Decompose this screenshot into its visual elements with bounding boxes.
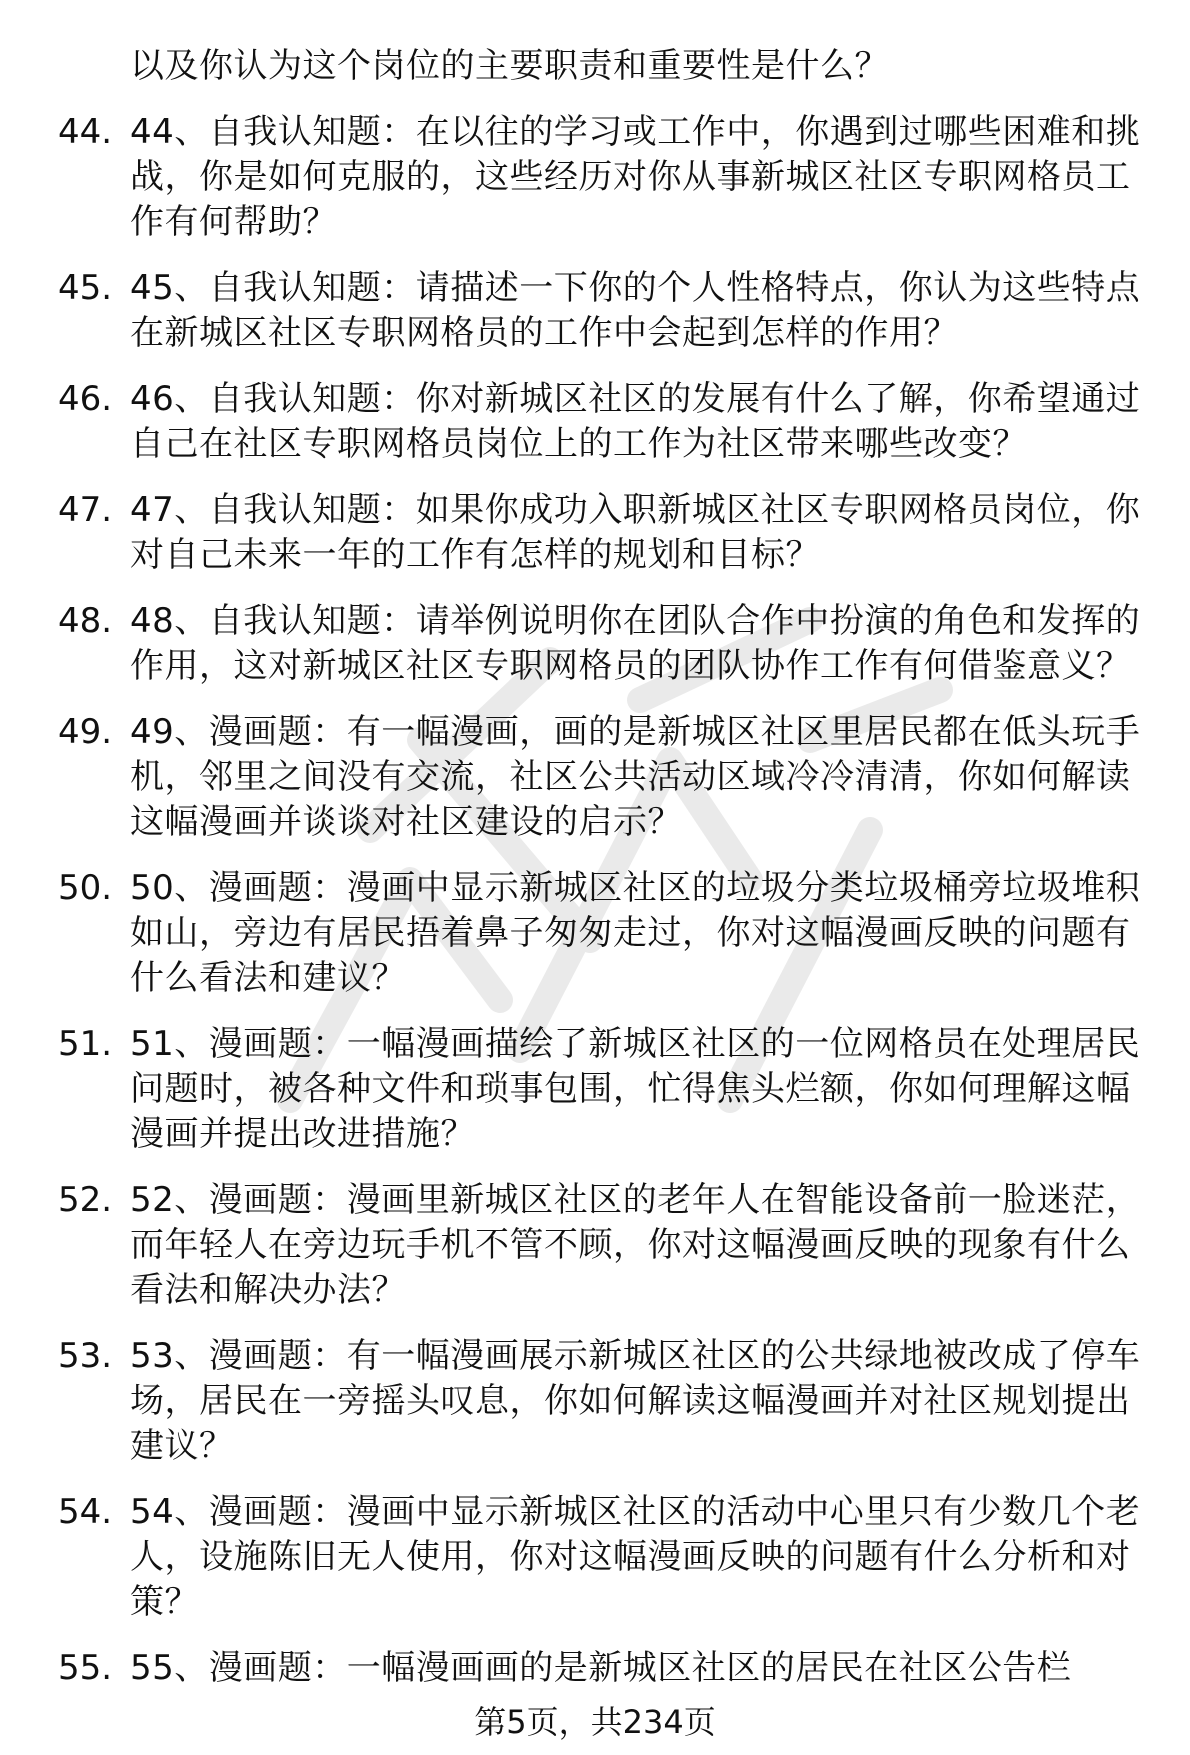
question-text: 54、漫画题：漫画中显示新城区社区的活动中心里只有少数几个老人，设施陈旧无人使用，你对这幅漫画反映的问题有什么分析和对策？	[130, 1492, 1141, 1622]
question-item	[58, 710, 1158, 845]
question-number: 46.	[58, 379, 113, 419]
question-item	[58, 1490, 1158, 1625]
question-item	[58, 1022, 1158, 1157]
question-text: 50、漫画题：漫画中显示新城区社区的垃圾分类垃圾桶旁垃圾堆积如山，旁边有居民捂着鼻子匆匆走过，你对这幅漫画反映的问题有什么看法和建议？	[130, 868, 1141, 998]
question-item	[58, 377, 1158, 467]
question-text: 44、自我认知题：在以往的学习或工作中，你遇到过哪些困难和挑战，你是如何克服的，这些经历对你从事新城区社区专职网格员工作有何帮助？	[130, 112, 1141, 242]
question-number: 48.	[58, 601, 113, 641]
question-list	[58, 110, 1158, 1691]
question-text: 53、漫画题：有一幅漫画展示新城区社区的公共绿地被改成了停车场，居民在一旁摇头叹息，你如何解读这幅漫画并对社区规划提出建议？	[130, 1336, 1141, 1466]
question-item	[58, 110, 1158, 245]
question-item	[58, 866, 1158, 1001]
question-text: 48、自我认知题：请举例说明你在团队合作中扮演的角色和发挥的作用，这对新城区社区专职网格员的团队协作工作有何借鉴意义？	[130, 601, 1141, 686]
question-number: 54.	[58, 1492, 113, 1532]
question-text: 52、漫画题：漫画里新城区社区的老年人在智能设备前一脸迷茫，而年轻人在旁边玩手机不管不顾，你对这幅漫画反映的现象有什么看法和解决办法？	[130, 1180, 1141, 1310]
page-footer: 第5页，共234页	[474, 1703, 716, 1741]
question-text: 47、自我认知题：如果你成功入职新城区社区专职网格员岗位，你对自己未来一年的工作有怎样的规划和目标？	[130, 490, 1141, 575]
question-number: 52.	[58, 1180, 113, 1220]
question-number: 51.	[58, 1024, 113, 1064]
question-number: 49.	[58, 712, 113, 752]
question-text: 46、自我认知题：你对新城区社区的发展有什么了解，你希望通过自己在社区专职网格员岗位上的工作为社区带来哪些改变？	[130, 379, 1141, 464]
question-item	[58, 488, 1158, 578]
question-item	[58, 599, 1158, 689]
question-item	[58, 266, 1158, 356]
question-number: 55.	[58, 1648, 113, 1688]
question-text: 51、漫画题：一幅漫画描绘了新城区社区的一位网格员在处理居民问题时，被各种文件和琐事包围，忙得焦头烂额，你如何理解这幅漫画并提出改进措施？	[130, 1024, 1141, 1154]
question-number: 44.	[58, 112, 113, 152]
question-item	[58, 1178, 1158, 1313]
question-number: 53.	[58, 1336, 113, 1376]
question-number: 45.	[58, 268, 113, 308]
question-text: 55、漫画题：一幅漫画画的是新城区社区的居民在社区公告栏	[130, 1648, 1072, 1688]
question-item	[58, 1334, 1158, 1469]
document-content	[58, 44, 1158, 1691]
question-text: 49、漫画题：有一幅漫画，画的是新城区社区里居民都在低头玩手机，邻里之间没有交流，社区公共活动区域冷冷清清，你如何解读这幅漫画并谈谈对社区建设的启示？	[130, 712, 1141, 842]
question-number: 47.	[58, 490, 113, 530]
question-item	[58, 1646, 1158, 1691]
question-number: 50.	[58, 868, 113, 908]
continued-question-text: 以及你认为这个岗位的主要职责和重要性是什么？	[130, 46, 889, 86]
question-text: 45、自我认知题：请描述一下你的个人性格特点，你认为这些特点在新城区社区专职网格员的工作中会起到怎样的作用？	[130, 268, 1141, 353]
